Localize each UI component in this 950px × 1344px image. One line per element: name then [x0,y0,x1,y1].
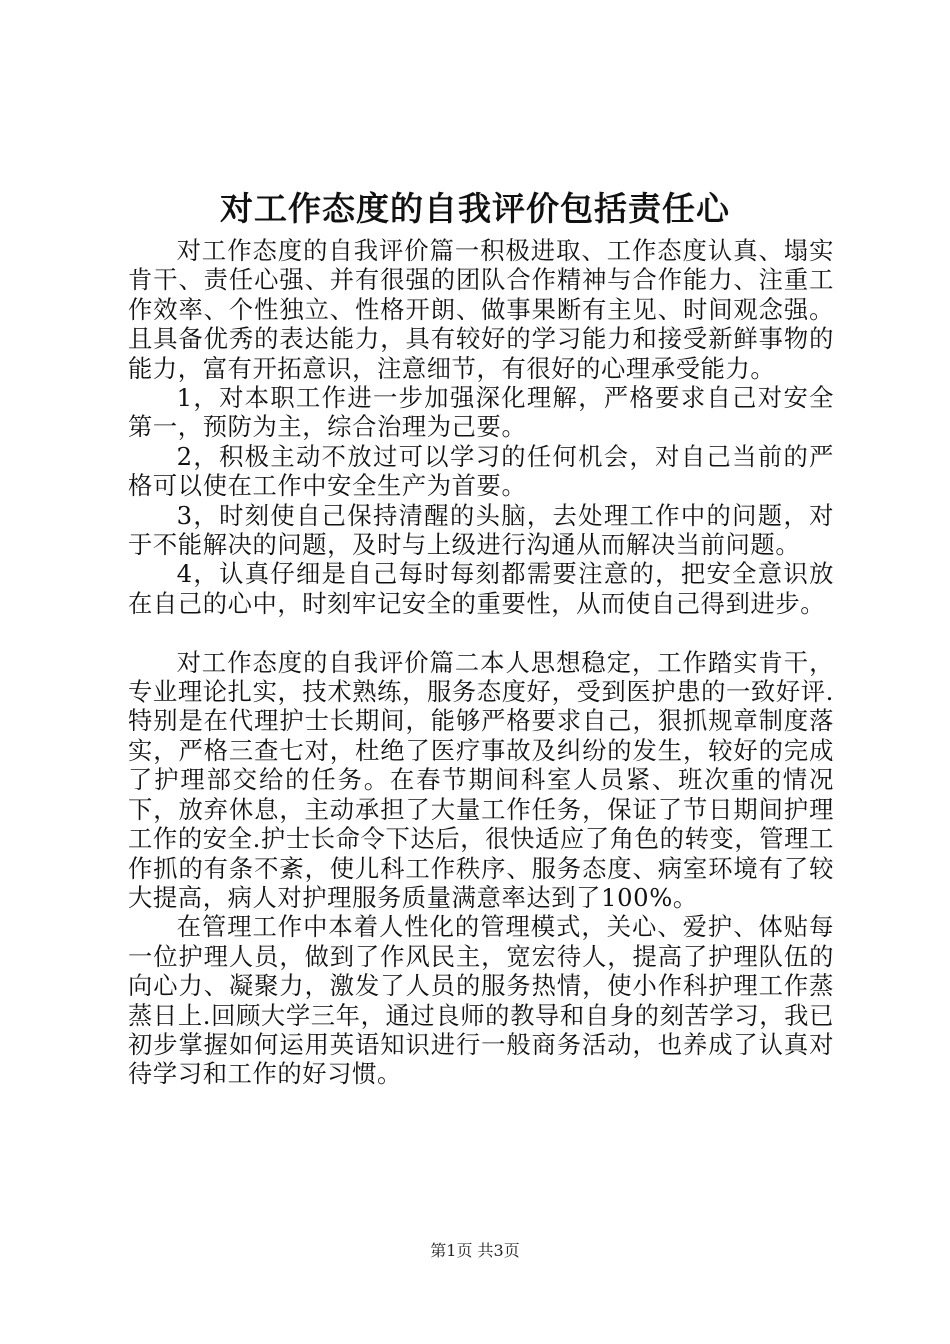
paragraph-spacer [128,618,834,647]
paragraph-intro: 对工作态度的自我评价篇一积极进取、工作态度认真、塌实肯干、责任心强、并有很强的团队合作精神与合作能力、注重工作效率、个性独立、性格开朗、做事果断有主见、时间观念强。且具备优秀的表达能力，具有较好的学习能力和接受新鲜事物的能力，富有开拓意识，注意细节，有很好的心理承受能力。 [128,236,834,383]
paragraph-management: 在管理工作中本着人性化的管理模式，关心、爱护、体贴每一位护理人员，做到了作风民主，宽宏待人，提高了护理队伍的向心力、凝聚力，激发了人员的服务热情，使小作科护理工作蒸蒸日上.回顾大学三年，通过良师的教导和自身的刻苦学习，我已初步掌握如何运用英语知识进行一般商务活动，也养成了认真对待学习和工作的好习惯。 [128,912,834,1089]
document-body [128,236,834,1089]
paragraph-item-2: 2，积极主动不放过可以学习的任何机会，对自己当前的严格可以使在工作中安全生产为首要。 [128,441,834,501]
paragraph-item-3: 3，时刻使自己保持清醒的头脑，去处理工作中的问题，对于不能解决的问题，及时与上级进行沟通从而解决当前问题。 [128,500,834,560]
paragraph-part-two: 对工作态度的自我评价篇二本人思想稳定，工作踏实肯干，专业理论扎实，技术熟练，服务态度好，受到医护患的一致好评.特别是在代理护士长期间，能够严格要求自己，狠抓规章制度落实，严格三查七对，杜绝了医疗事故及纠纷的发生，较好的完成了护理部交给的任务。在春节期间科室人员紧、班次重的情况下，放弃休息，主动承担了大量工作任务，保证了节日期间护理工作的安全.护士长命令下达后，很快适应了角色的转变，管理工作抓的有条不紊，使儿科工作秩序、服务态度、病室环境有了较大提高，病人对护理服务质量满意率达到了100%。 [128,647,834,912]
paragraph-item-1: 1，对本职工作进一步加强深化理解，严格要求自己对安全第一，预防为主，综合治理为己要。 [128,383,834,442]
paragraph-item-4: 4，认真仔细是自己每时每刻都需要注意的，把安全意识放在自己的心中，时刻牢记安全的重要性，从而使自己得到进步。 [128,559,834,618]
page-footer: 第1页 共3页 [430,1241,520,1260]
document-title: 对工作态度的自我评价包括责任心 [220,189,730,228]
